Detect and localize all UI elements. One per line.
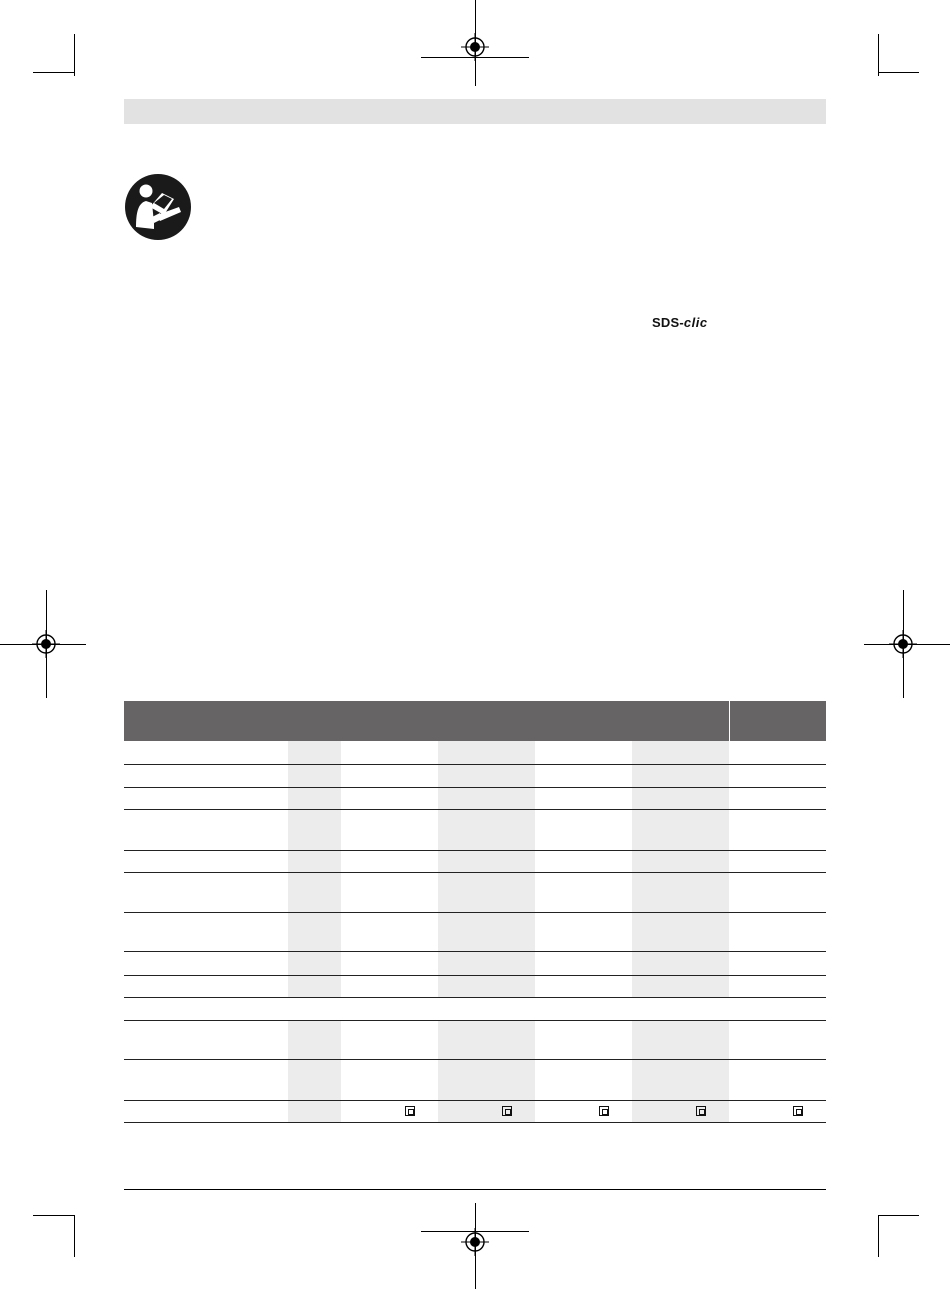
table-cell-shade bbox=[632, 1060, 729, 1100]
table-row bbox=[124, 913, 826, 952]
table-cell-shade bbox=[632, 788, 729, 809]
protection-class-ii-icon bbox=[599, 1106, 609, 1116]
table-cell-shade bbox=[288, 952, 341, 975]
table-cell-shade bbox=[438, 873, 535, 912]
table-row bbox=[124, 851, 826, 873]
table-row bbox=[124, 765, 826, 788]
table-row bbox=[124, 976, 826, 998]
table-cell-shade bbox=[288, 873, 341, 912]
table-row bbox=[124, 741, 826, 765]
table-cell-shade bbox=[438, 765, 535, 787]
crop-mark bbox=[878, 1215, 879, 1257]
crop-mark bbox=[878, 1215, 919, 1216]
crop-mark bbox=[74, 1215, 75, 1257]
table-cell-shade bbox=[288, 1101, 341, 1122]
table-cell-shade bbox=[438, 851, 535, 872]
table-cell-shade bbox=[288, 1060, 341, 1100]
table-cell-shade bbox=[632, 952, 729, 975]
table-header-last-column bbox=[729, 701, 826, 741]
table-cell-shade bbox=[632, 913, 729, 951]
table-row bbox=[124, 998, 826, 1021]
crop-mark bbox=[33, 72, 74, 73]
table-row bbox=[124, 810, 826, 851]
table-cell-shade bbox=[632, 741, 729, 764]
table-cell-shade bbox=[438, 976, 535, 997]
table-cell-shade bbox=[632, 873, 729, 912]
table-cell-shade bbox=[438, 952, 535, 975]
table-row bbox=[124, 1101, 826, 1123]
table-cell-shade bbox=[632, 1021, 729, 1059]
registration-mark-icon bbox=[461, 1228, 489, 1256]
registration-mark-icon bbox=[32, 630, 60, 658]
table-cell-shade bbox=[288, 1021, 341, 1059]
table-cell-shade bbox=[632, 765, 729, 787]
crop-mark bbox=[74, 34, 75, 76]
table-header bbox=[124, 701, 826, 741]
protection-class-ii-icon bbox=[502, 1106, 512, 1116]
table-cell-shade bbox=[438, 741, 535, 764]
table-cell-shade bbox=[288, 851, 341, 872]
crop-mark bbox=[33, 1215, 74, 1216]
read-manual-icon bbox=[124, 173, 192, 241]
crop-mark bbox=[878, 34, 879, 76]
table-row bbox=[124, 1021, 826, 1060]
logo-suffix: clic bbox=[683, 315, 708, 330]
footer-rule bbox=[124, 1189, 826, 1190]
crop-mark bbox=[878, 72, 919, 73]
protection-class-ii-icon bbox=[793, 1106, 803, 1116]
page-header-bar bbox=[124, 99, 826, 124]
table-cell-shade bbox=[632, 976, 729, 997]
table-cell-shade bbox=[288, 765, 341, 787]
table-cell-shade bbox=[438, 1060, 535, 1100]
sds-clic-logo bbox=[652, 315, 708, 331]
table-cell-shade bbox=[288, 976, 341, 997]
table-cell-shade bbox=[438, 788, 535, 809]
technical-data-table bbox=[124, 701, 826, 741]
table-cell-shade bbox=[438, 913, 535, 951]
registration-mark-icon bbox=[889, 630, 917, 658]
protection-class-ii-icon bbox=[405, 1106, 415, 1116]
table-cell-shade bbox=[438, 1021, 535, 1059]
table-cell-shade bbox=[288, 741, 341, 764]
protection-class-ii-icon bbox=[696, 1106, 706, 1116]
table-cell-shade bbox=[288, 788, 341, 809]
table-row bbox=[124, 1060, 826, 1101]
table-row bbox=[124, 873, 826, 913]
table-cell-shade bbox=[438, 810, 535, 850]
table-cell-shade bbox=[632, 1101, 729, 1122]
table-cell-shade bbox=[632, 810, 729, 850]
logo-prefix: SDS- bbox=[652, 315, 684, 330]
table-cell-shade bbox=[438, 1101, 535, 1122]
table-cell-shade bbox=[632, 851, 729, 872]
table-row bbox=[124, 788, 826, 810]
registration-mark-icon bbox=[461, 33, 489, 61]
table-row bbox=[124, 952, 826, 976]
table-cell-shade bbox=[288, 913, 341, 951]
table-cell-shade bbox=[288, 810, 341, 850]
